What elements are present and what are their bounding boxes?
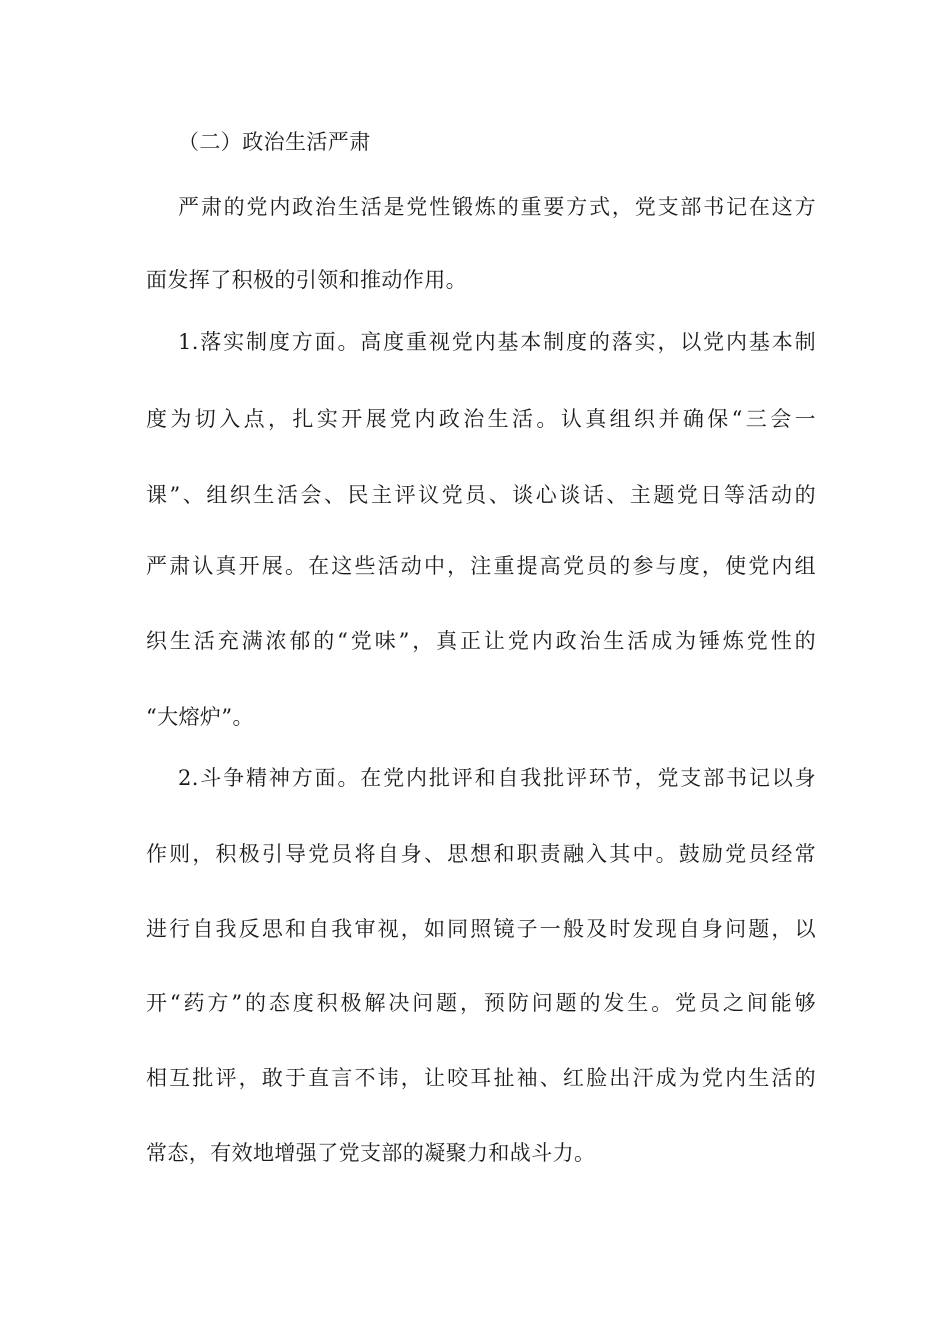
paragraph-2-line-4: 严肃认真开展。在这些活动中，注重提高党员的参与度，使党内组 xyxy=(146,554,816,578)
paragraph-1-line-1: 严肃的党内政治生活是党性锻炼的重要方式，党支部书记在这方 xyxy=(178,195,816,219)
section-heading: （二）政治生活严肃 xyxy=(178,130,371,154)
paragraph-3-line-4: 开“药方”的态度积极解决问题，预防问题的发生。党员之间能够 xyxy=(146,991,816,1015)
paragraph-3-line-5: 相互批评，敢于直言不讳，让咬耳扯袖、红脸出汗成为党内生活的 xyxy=(146,1066,816,1090)
paragraph-2-line-5: 织生活充满浓郁的“党味”，真正让党内政治生活成为锤炼党性的 xyxy=(146,629,816,653)
paragraph-2-line-3: 课”、组织生活会、民主评议党员、谈心谈话、主题党日等活动的 xyxy=(146,483,816,507)
paragraph-2-line-1: 1.落实制度方面。高度重视党内基本制度的落实，以党内基本制 xyxy=(178,330,816,354)
paragraph-3-line-1: 2.斗争精神方面。在党内批评和自我批评环节，党支部书记以身 xyxy=(178,766,816,790)
paragraph-1-line-2: 面发挥了积极的引领和推动作用。 xyxy=(146,268,467,292)
paragraph-3-line-6: 常态，有效地增强了党支部的凝聚力和战斗力。 xyxy=(146,1141,596,1165)
paragraph-2-line-2: 度为切入点，扎实开展党内政治生活。认真组织并确保“三会一 xyxy=(146,407,816,431)
paragraph-3-line-3: 进行自我反思和自我审视，如同照镜子一般及时发现自身问题，以 xyxy=(146,917,816,941)
paragraph-3-line-2: 作则，积极引导党员将自身、思想和职责融入其中。鼓励党员经常 xyxy=(146,842,816,866)
paragraph-2-line-6: “大熔炉”。 xyxy=(146,705,254,729)
